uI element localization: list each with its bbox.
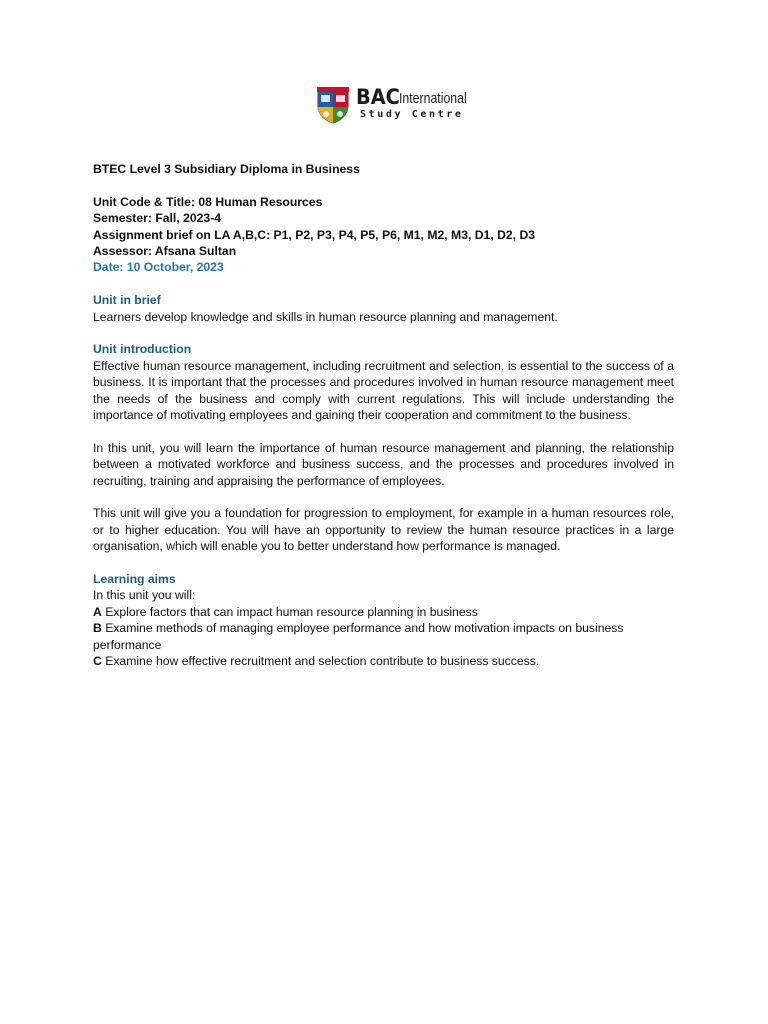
aim-letter: C [93, 654, 102, 669]
assessor: Assessor: Afsana Sultan [93, 244, 237, 259]
semester: Semester: Fall, 2023-4 [93, 211, 222, 226]
logo-tagline: Study Centre [360, 109, 464, 120]
learning-aim-item [93, 620, 674, 653]
logo-brand: BAC [356, 85, 400, 109]
learning-aims-heading: Learning aims [93, 572, 176, 587]
assignment-brief: Assignment brief on LA A,B,C: P1, P2, P3, P4, P5, P6, M1, M2, M3, D1, D2, D3 [93, 227, 536, 242]
programme-title: BTEC Level 3 Subsidiary Diploma in Business [93, 162, 360, 176]
aim-text: Explore factors that can impact human resource planning in business [101, 604, 478, 619]
logo-brand-suffix: International [399, 90, 467, 107]
unit-in-brief-heading: Unit in brief [93, 293, 161, 308]
unit-code-title: Unit Code & Title: 08 Human Resources [93, 194, 323, 209]
unit-in-brief-text: Learners develop knowledge and skills in human resource planning and management. [93, 309, 558, 324]
aim-text: Examine how effective recruitment and selection contribute to business success. [101, 654, 540, 669]
intro-paragraph: In this unit, you will learn the importance of human resource management and planning, the relationship between a motivated workforce and business success, and the processes and procedures involved in recruiting, training and appraising the performance of employees. [93, 440, 674, 488]
aim-letter: B [93, 621, 102, 636]
date: Date: 10 October, 2023 [93, 260, 224, 275]
unit-introduction-heading: Unit introduction [93, 342, 192, 357]
learning-aim-item [93, 653, 674, 669]
aim-letter: A [93, 604, 102, 619]
document-body [93, 161, 674, 670]
aim-text: Examine methods of managing employee performance and how motivation impacts on business performance [93, 621, 624, 652]
intro-paragraph: This unit will give you a foundation for progression to employment, for example in a human resources role, or to higher education. You will have an opportunity to review the human resource practices in a large organisation, which will enable you to better understand how performance is managed. [93, 506, 674, 554]
bac-logo [316, 86, 488, 126]
learning-aims-intro: In this unit you will: [93, 588, 196, 603]
intro-paragraph: Effective human resource management, including recruitment and selection, is essential to the success of a business. It is important that the processes and procedures involved in human resource management meet the needs of the business and comply with current regulations. This will include understanding the importance of motivating employees and gaining their cooperation and commitment to the business. [93, 358, 674, 423]
shield-crest-icon [316, 86, 350, 124]
learning-aim-item [93, 604, 674, 620]
